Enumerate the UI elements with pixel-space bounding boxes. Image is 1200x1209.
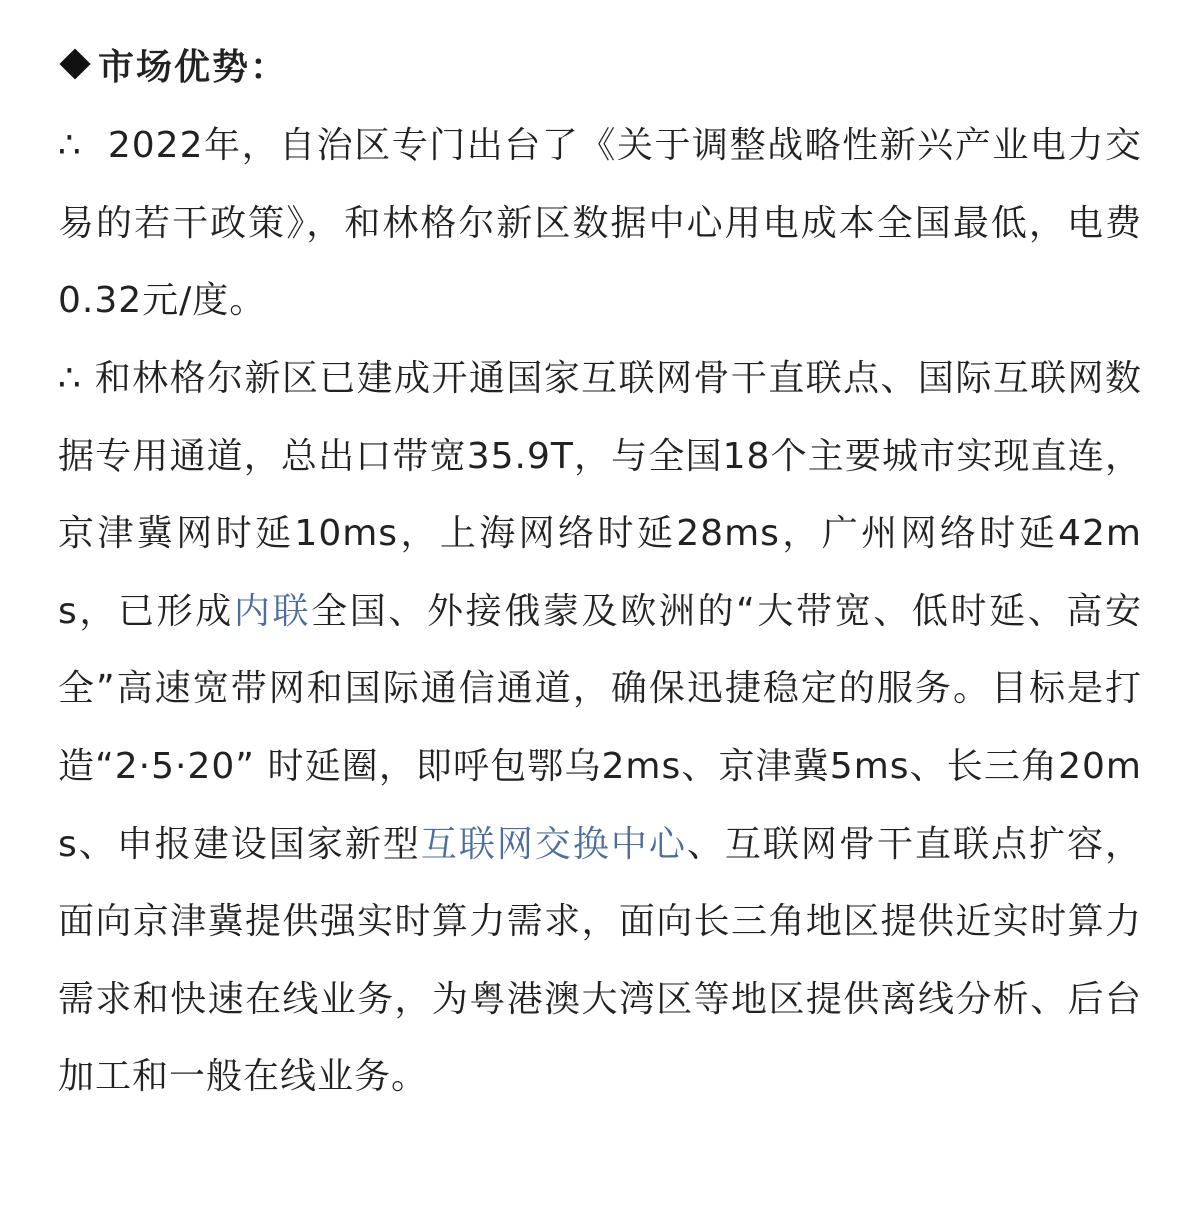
- paragraph-text: 和林格尔新区已建成开通国家互联网骨干直联点、国际互联网数据专用通道，总出口带宽35.9T，与全国18个主要城市实现直连，京津冀网时延10ms，上海网络时延28ms，广州网络时延42ms，已形成: [58, 358, 1142, 632]
- paragraph-text: 、互联网骨干直联点扩容，面向京津冀提供强实时算力需求，面向长三角地区提供近实时算力需求和快速在线业务，为粤港澳大湾区等地区提供离线分析、后台加工和一般在线业务。: [58, 823, 1142, 1098]
- paragraph-text: 全国、外接俄蒙及欧洲的“大带宽、低时延、高安全”高速宽带网和国际通信通道，确保迅捷稳定的服务。目标是打造“2·5·20” 时延圈，即呼包鄂乌2ms、京津冀5ms、长三角20ms、申报建设国家新型: [58, 590, 1142, 865]
- section-heading: [58, 36, 288, 92]
- paragraph-network: [58, 340, 1142, 1116]
- link-internet-exchange-center[interactable]: 互联网交换中心: [420, 823, 687, 865]
- diamond-bullet-icon: [59, 48, 90, 79]
- paragraph-electricity-cost: [58, 107, 1142, 340]
- therefore-bullet: ∴: [58, 358, 82, 399]
- therefore-bullet: ∴: [58, 125, 82, 166]
- paragraph-text: 2022年，自治区专门出台了《关于调整战略性新兴产业电力交易的若干政策》，和林格尔新区数据中心用电成本全国最低，电费0.32元/度。: [58, 125, 1142, 322]
- section-heading-text: 市场优势：: [98, 46, 289, 88]
- link-neilian[interactable]: 内联: [233, 590, 312, 632]
